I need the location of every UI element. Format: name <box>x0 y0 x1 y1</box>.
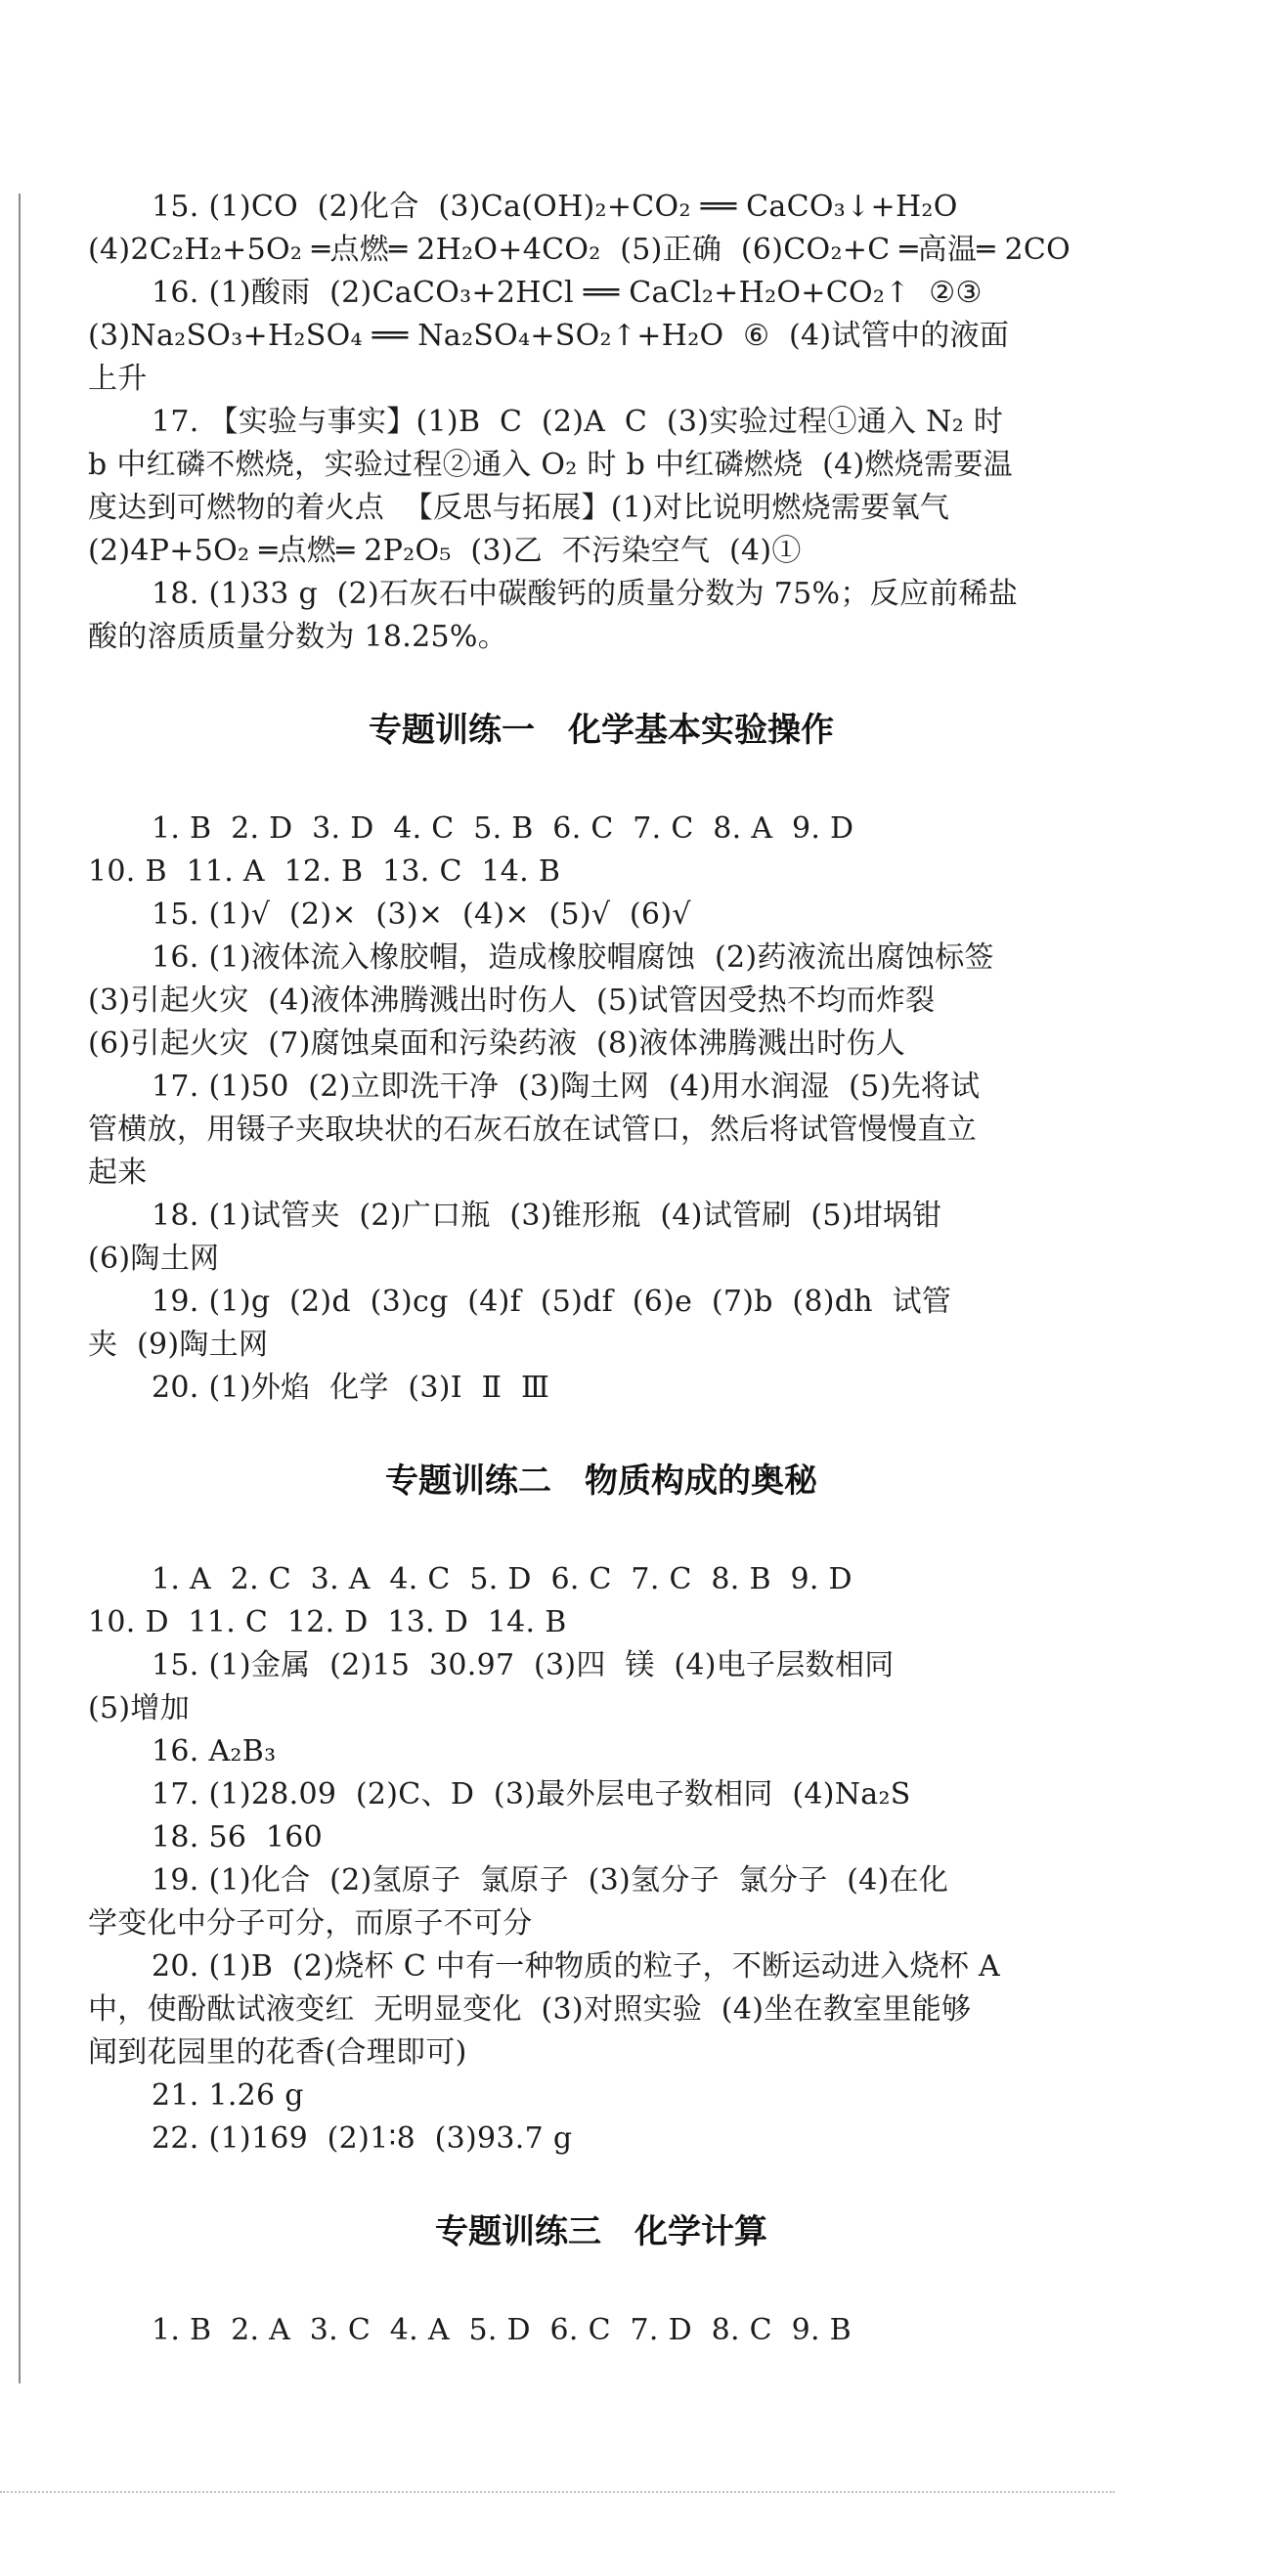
answer-line: 17. (1)50 (2)立即洗干净 (3)陶土网 (4)用水润湿 (5)先将试 <box>152 1070 981 1104</box>
answer-line: 20. (1)B (2)烧杯 C 中有一种物质的粒子，不断运动进入烧杯 A <box>152 1949 1000 1984</box>
answer-line: 15. (1)√ (2)× (3)× (4)× (5)√ (6)√ <box>152 897 691 932</box>
section-heading: 专题训练三 化学计算 <box>435 2212 767 2251</box>
answer-line: 19. (1)g (2)d (3)cg (4)f (5)df (6)e (7)b (8)dh 试管 <box>152 1285 952 1319</box>
answer-line: 中，使酚酞试液变红 无明显变化 (3)对照实验 (4)坐在教室里能够 <box>88 1992 972 2027</box>
answer-line: 19. (1)化合 (2)氢原子 氯原子 (3)氢分子 氯分子 (4)在化 <box>152 1863 949 1898</box>
answer-line: 10. B 11. A 12. B 13. C 14. B <box>88 854 561 889</box>
answer-line: b 中红磷不燃烧，实验过程②通入 O₂ 时 b 中红磷燃烧 (4)燃烧需要温 <box>88 448 1013 482</box>
answer-line: 夹 (9)陶土网 <box>88 1328 269 1362</box>
answer-line: 学变化中分子可分，而原子不可分 <box>88 1906 533 1941</box>
answer-line: 酸的溶质质量分数为 18.25%。 <box>88 620 508 654</box>
answer-line: 18. 56 160 <box>152 1820 324 1855</box>
answer-line: 17. (1)28.09 (2)C、D (3)最外层电子数相同 (4)Na₂S <box>152 1777 911 1812</box>
answer-line: 16. (1)酸雨 (2)CaCO₃+2HCl ══ CaCl₂+H₂O+CO₂↑ ②③ <box>152 276 983 310</box>
answer-line: (6)陶土网 <box>88 1242 220 1276</box>
answer-line: 1. B 2. A 3. C 4. A 5. D 6. C 7. D 8. C 9. B <box>152 2313 852 2347</box>
answer-line: (4)2C₂H₂+5O₂ ═点燃═ 2H₂O+4CO₂ (5)正确 (6)CO₂+C ═高温═ 2CO <box>88 233 1071 267</box>
answer-line: 21. 1.26 g <box>152 2078 304 2113</box>
answer-line: 22. (1)169 (2)1∶8 (3)93.7 g <box>152 2121 573 2156</box>
answer-line: 16. (1)液体流入橡胶帽，造成橡胶帽腐蚀 (2)药液流出腐蚀标签 <box>152 940 994 975</box>
answer-line: (5)增加 <box>88 1691 190 1725</box>
footer-dotted-rule <box>0 2491 1115 2493</box>
answer-line: 15. (1)CO (2)化合 (3)Ca(OH)₂+CO₂ ══ CaCO₃↓+H₂O <box>152 190 958 224</box>
answer-line: 17. 【实验与事实】(1)B C (2)A C (3)实验过程①通入 N₂ 时 <box>152 405 1004 439</box>
section-heading: 专题训练一 化学基本实验操作 <box>369 711 834 750</box>
answer-line: 度达到可燃物的着火点 【反思与拓展】(1)对比说明燃烧需要氧气 <box>88 491 950 525</box>
answer-line: 1. B 2. D 3. D 4. C 5. B 6. C 7. C 8. A 9. D <box>152 811 854 846</box>
answer-line: 20. (1)外焰 化学 (3)Ⅰ Ⅱ Ⅲ <box>152 1371 550 1405</box>
answer-line: 起来 <box>88 1156 148 1190</box>
answer-line: 16. A₂B₃ <box>152 1734 277 1768</box>
answer-line: 上升 <box>88 362 148 396</box>
answer-line: 18. (1)试管夹 (2)广口瓶 (3)锥形瓶 (4)试管刷 (5)坩埚钳 <box>152 1199 942 1233</box>
answer-line: 18. (1)33 g (2)石灰石中碳酸钙的质量分数为 75%；反应前稀盐 <box>152 577 1019 611</box>
answer-line: (3)Na₂SO₃+H₂SO₄ ══ Na₂SO₄+SO₂↑+H₂O ⑥ (4)试管中的液面 <box>88 319 1010 353</box>
section-heading: 专题训练二 物质构成的奥秘 <box>385 1462 817 1501</box>
answer-line: 15. (1)金属 (2)15 30.97 (3)四 镁 (4)电子层数相同 <box>152 1648 895 1682</box>
answer-line: (6)引起火灾 (7)腐蚀桌面和污染药液 (8)液体沸腾溅出时伤人 <box>88 1026 906 1061</box>
answer-line: 10. D 11. C 12. D 13. D 14. B <box>88 1605 567 1639</box>
answer-line: (2)4P+5O₂ ═点燃═ 2P₂O₅ (3)乙 不污染空气 (4)① <box>88 534 802 568</box>
answer-line: 1. A 2. C 3. A 4. C 5. D 6. C 7. C 8. B 9. D <box>152 1562 853 1596</box>
answer-line: 闻到花园里的花香(合理即可) <box>88 2035 467 2070</box>
answer-line: 管横放，用镊子夹取块状的石灰石放在试管口，然后将试管慢慢直立 <box>88 1113 977 1147</box>
answer-line: (3)引起火灾 (4)液体沸腾溅出时伤人 (5)试管因受热不均而炸裂 <box>88 983 936 1018</box>
